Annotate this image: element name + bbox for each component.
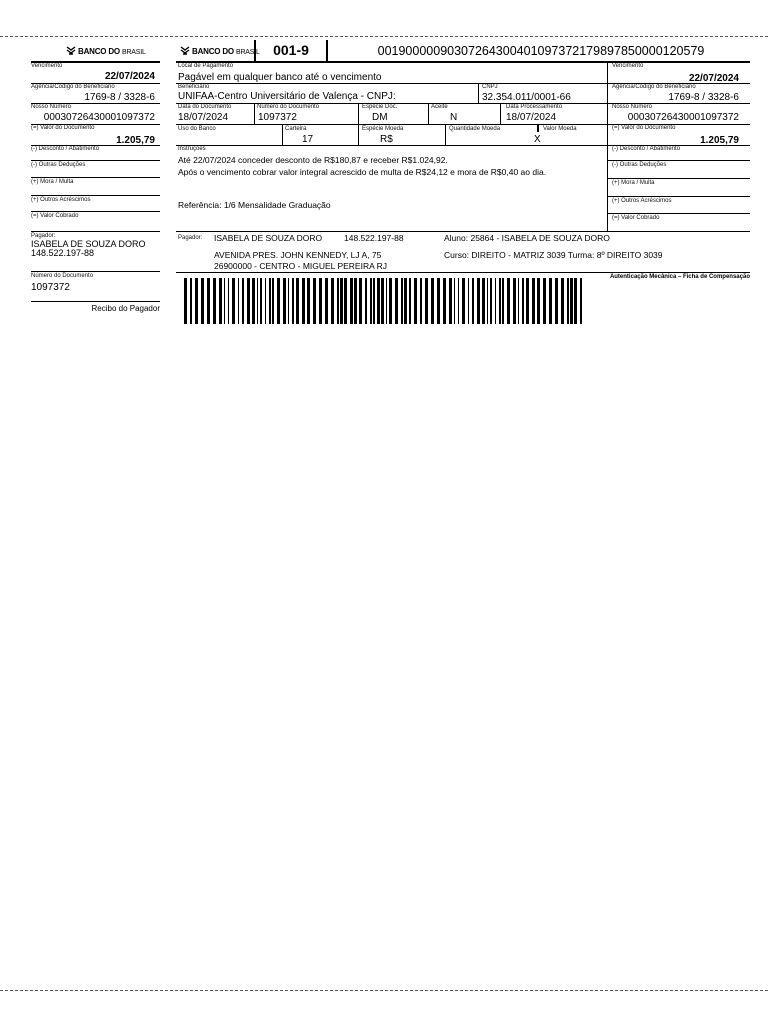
beneficiario-label: Beneficiário bbox=[178, 84, 210, 90]
slip-valor: 1.205,79 bbox=[700, 135, 739, 146]
barcode-bar bbox=[495, 278, 496, 324]
barcode-bar bbox=[242, 278, 244, 324]
barcode-bar bbox=[257, 278, 258, 324]
instrucao-2: Após o vencimento cobrar valor integral acrescido de multa de R$24,12 e mora de R$0,40 ao dia. bbox=[178, 167, 547, 177]
slip-desconto-label: (-) Desconto / Abatimento bbox=[612, 146, 681, 152]
barcode-bar bbox=[526, 278, 529, 324]
especie-doc: DM bbox=[372, 112, 388, 123]
barcode-bar bbox=[238, 278, 239, 324]
barcode-bar bbox=[344, 278, 347, 324]
barcode-bar bbox=[570, 278, 573, 324]
barcode-bar bbox=[404, 278, 407, 324]
barcode-bar bbox=[477, 278, 480, 324]
barcode-bar bbox=[580, 278, 582, 324]
barcode-bar bbox=[319, 278, 322, 324]
especie-doc-label: Espécie Doc. bbox=[362, 104, 398, 110]
barcode-bar bbox=[537, 278, 540, 324]
carteira: 17 bbox=[302, 134, 314, 145]
receipt-vencimento: 22/07/2024 bbox=[104, 71, 155, 82]
barcode-bar bbox=[409, 278, 411, 324]
especie-moeda: R$ bbox=[380, 134, 393, 145]
slip-nosso-numero-label: Nosso Número bbox=[612, 104, 653, 110]
barcode-bar bbox=[472, 278, 474, 324]
barcode-bar bbox=[518, 278, 519, 324]
barcode-bar bbox=[574, 278, 577, 324]
bank-name: BANCO DO bbox=[78, 47, 122, 56]
slip-agencia-label: Agência/Código do Beneficiário bbox=[612, 84, 696, 90]
barcode-bar bbox=[462, 278, 465, 324]
slip-agencia: 1769-8 / 3328-6 bbox=[668, 92, 739, 103]
bank-code: 001-9 bbox=[273, 42, 309, 58]
barcode-bar bbox=[414, 278, 417, 324]
uso-banco-label: Uso do Banco bbox=[178, 126, 216, 132]
qtd-moeda-label: Quantidade Moeda bbox=[449, 126, 501, 132]
barcode-bar bbox=[490, 278, 492, 324]
barcode-bar bbox=[431, 278, 434, 324]
num-doc: 1097372 bbox=[258, 112, 297, 123]
barcode-bar bbox=[543, 278, 546, 324]
receipt-nosso-numero-label: Nosso Número bbox=[31, 104, 72, 110]
barcode-bar bbox=[283, 278, 286, 324]
slip-valor-label: (=) Valor do Documento bbox=[612, 125, 676, 131]
slip-mora-label: (+) Mora / Multa bbox=[612, 180, 655, 186]
valor-moeda-label: Valor Moeda bbox=[543, 126, 577, 132]
receipt-mora-label: (+) Mora / Multa bbox=[31, 179, 74, 185]
instrucao-1: Até 22/07/2024 conceder desconto de R$180,87 e receber R$1.024,92. bbox=[178, 155, 448, 165]
barcode-bar bbox=[386, 278, 387, 324]
local-pagamento: Pagável em qualquer banco até o vencimento bbox=[178, 72, 382, 83]
barcode-bar bbox=[370, 278, 372, 324]
barcode-bar bbox=[395, 278, 398, 324]
barcode-bar bbox=[381, 278, 384, 324]
barcode-bar bbox=[252, 278, 255, 324]
cnpj: 32.354.011/0001-66 bbox=[482, 92, 571, 103]
aceite-label: Aceite bbox=[431, 104, 448, 110]
cut-line-bottom bbox=[0, 990, 768, 991]
barcode-bar bbox=[373, 278, 375, 324]
barcode-bar bbox=[389, 278, 392, 324]
barcode-bar bbox=[425, 278, 428, 324]
receipt-outras-deducoes-label: (-) Outras Deduções bbox=[31, 162, 86, 168]
barcode-bar bbox=[437, 278, 440, 324]
slip-cobrado-label: (=) Valor Cobrado bbox=[612, 215, 660, 221]
barcode-bar bbox=[555, 278, 558, 324]
barcode-bar bbox=[292, 278, 294, 324]
barcode-bar bbox=[420, 278, 422, 324]
barcode-bar bbox=[269, 278, 271, 324]
slip-bank-name: BANCO DO bbox=[192, 47, 236, 56]
barcode-bar bbox=[207, 278, 210, 324]
barcode-bar bbox=[232, 278, 235, 324]
barcode-bar bbox=[377, 278, 380, 324]
receipt-valor-label: (=) Valor do Documento bbox=[31, 125, 95, 131]
barcode-bar bbox=[184, 278, 187, 324]
barcode-bar bbox=[190, 278, 192, 324]
barcode bbox=[184, 278, 582, 324]
barcode-bar bbox=[307, 278, 310, 324]
barcode-bar bbox=[296, 278, 299, 324]
barcode-bar bbox=[561, 278, 564, 324]
slip-outras-deducoes-label: (-) Outras Deduções bbox=[612, 162, 667, 168]
barcode-bar bbox=[337, 278, 339, 324]
barcode-bar bbox=[499, 278, 501, 324]
slip-pagador-doc: 148.522.197-88 bbox=[344, 233, 404, 243]
receipt-num-doc: 1097372 bbox=[31, 282, 70, 293]
receipt-valor: 1.205,79 bbox=[116, 135, 155, 146]
endereco-2: 26900000 - CENTRO - MIGUEL PEREIRA RJ bbox=[214, 261, 388, 271]
barcode-bar bbox=[359, 278, 362, 324]
aceite: N bbox=[450, 112, 458, 123]
barcode-bar bbox=[401, 278, 403, 324]
receipt-acrescimos-label: (+) Outros Acréscimos bbox=[31, 197, 91, 203]
receipt-desconto-label: (-) Desconto / Abatimento bbox=[31, 146, 100, 152]
receipt-nosso-numero: 00030726430001097372 bbox=[43, 112, 155, 123]
receipt-agencia: 1769-8 / 3328-6 bbox=[84, 92, 155, 103]
barcode-bar bbox=[277, 278, 280, 324]
cut-line-top bbox=[0, 36, 768, 37]
barcode-bar bbox=[228, 278, 229, 324]
receipt-pagador-name: ISABELA DE SOUZA DORO bbox=[31, 239, 146, 249]
barcode-bar bbox=[195, 278, 198, 324]
slip-vencimento: 22/07/2024 bbox=[688, 73, 739, 84]
referencia: Referência: 1/6 Mensalidade Graduação bbox=[178, 200, 331, 210]
data-doc-label: Data do Documento bbox=[178, 104, 232, 110]
barcode-bar bbox=[340, 278, 343, 324]
slip-bank-name-suffix: BRASIL bbox=[235, 49, 260, 56]
barcode-bar bbox=[325, 278, 328, 324]
barcode-bar bbox=[247, 278, 250, 324]
barcode-bar bbox=[260, 278, 262, 324]
slip-nosso-numero: 00030726430001097372 bbox=[627, 112, 739, 123]
barcode-bar bbox=[549, 278, 552, 324]
barcode-bar bbox=[454, 278, 455, 324]
bank-logo-icon bbox=[66, 46, 76, 55]
valor-moeda: X bbox=[534, 134, 541, 145]
barcode-bar bbox=[213, 278, 216, 324]
barcode-bar bbox=[502, 278, 504, 324]
receipt-vencimento-label: Vencimento bbox=[31, 63, 63, 69]
bank-name-suffix: BRASIL bbox=[121, 49, 146, 56]
receipt-pagador-label: Pagador: bbox=[31, 233, 56, 239]
endereco-1: AVENIDA PRES. JOHN KENNEDY, LJ A, 75 bbox=[214, 250, 382, 260]
bank-logo-icon bbox=[180, 46, 190, 55]
barcode-bar bbox=[365, 278, 367, 324]
barcode-bar bbox=[224, 278, 225, 324]
data-doc: 18/07/2024 bbox=[178, 112, 229, 123]
barcode-bar bbox=[567, 278, 569, 324]
aluno: Aluno: 25864 - ISABELA DE SOUZA DORO bbox=[444, 233, 610, 243]
local-pagamento-label: Local de Pagamento bbox=[178, 63, 234, 69]
curso: Curso: DIREITO - MATRIZ 3039 Turma: 8º DIREITO 3039 bbox=[444, 250, 663, 260]
barcode-bar bbox=[507, 278, 510, 324]
receipt-agencia-label: Agência/Código do Beneficiário bbox=[31, 84, 115, 90]
barcode-bar bbox=[201, 278, 204, 324]
barcode-bar bbox=[331, 278, 334, 324]
barcode-bar bbox=[288, 278, 289, 324]
barcode-bar bbox=[272, 278, 274, 324]
receipt-cobrado-label: (=) Valor Cobrado bbox=[31, 213, 79, 219]
barcode-bar bbox=[532, 278, 535, 324]
barcode-bar bbox=[522, 278, 524, 324]
slip-bank-logo bbox=[180, 46, 260, 56]
barcode-bar bbox=[313, 278, 316, 324]
autenticacao-label: Autenticação Mecânica – Ficha de Compensação bbox=[609, 274, 750, 280]
slip-pagador-name: ISABELA DE SOUZA DORO bbox=[214, 233, 323, 243]
barcode-bar bbox=[513, 278, 516, 324]
barcode-bar bbox=[482, 278, 485, 324]
slip-vencimento-label: Vencimento bbox=[612, 63, 644, 69]
barcode-bar bbox=[449, 278, 452, 324]
barcode-bar bbox=[443, 278, 446, 324]
barcode-bar bbox=[468, 278, 469, 324]
instrucoes-label: Instruções bbox=[178, 146, 206, 152]
receipt-pagador-doc: 148.522.197-88 bbox=[31, 248, 95, 258]
digitable-line: 00190000090307264300401097372179897850000120579 bbox=[377, 44, 705, 58]
slip-pagador-label: Pagador: bbox=[178, 235, 203, 241]
barcode-bar bbox=[354, 278, 357, 324]
barcode-bar bbox=[219, 278, 222, 324]
barcode-bar bbox=[487, 278, 488, 324]
barcode-bar bbox=[265, 278, 266, 324]
barcode-bar bbox=[302, 278, 305, 324]
slip-acrescimos-label: (+) Outros Acréscimos bbox=[612, 198, 672, 204]
carteira-label: Carteira bbox=[285, 126, 307, 132]
beneficiario: UNIFAA-Centro Universitário de Valença - CNPJ: bbox=[178, 91, 396, 102]
data-proc: 18/07/2024 bbox=[506, 112, 557, 123]
receipt-footer: Recibo do Pagador bbox=[91, 304, 160, 313]
receipt-num-doc-label: Número do Documento bbox=[31, 273, 94, 279]
especie-moeda-label: Espécie Moeda bbox=[362, 126, 404, 132]
data-proc-label: Data Processamento bbox=[506, 104, 563, 110]
bank-logo bbox=[66, 46, 146, 56]
cnpj-label: CNPJ bbox=[482, 84, 498, 90]
num-doc-label: Número do Documento bbox=[257, 104, 320, 110]
barcode-bar bbox=[458, 278, 459, 324]
barcode-bar bbox=[350, 278, 353, 324]
